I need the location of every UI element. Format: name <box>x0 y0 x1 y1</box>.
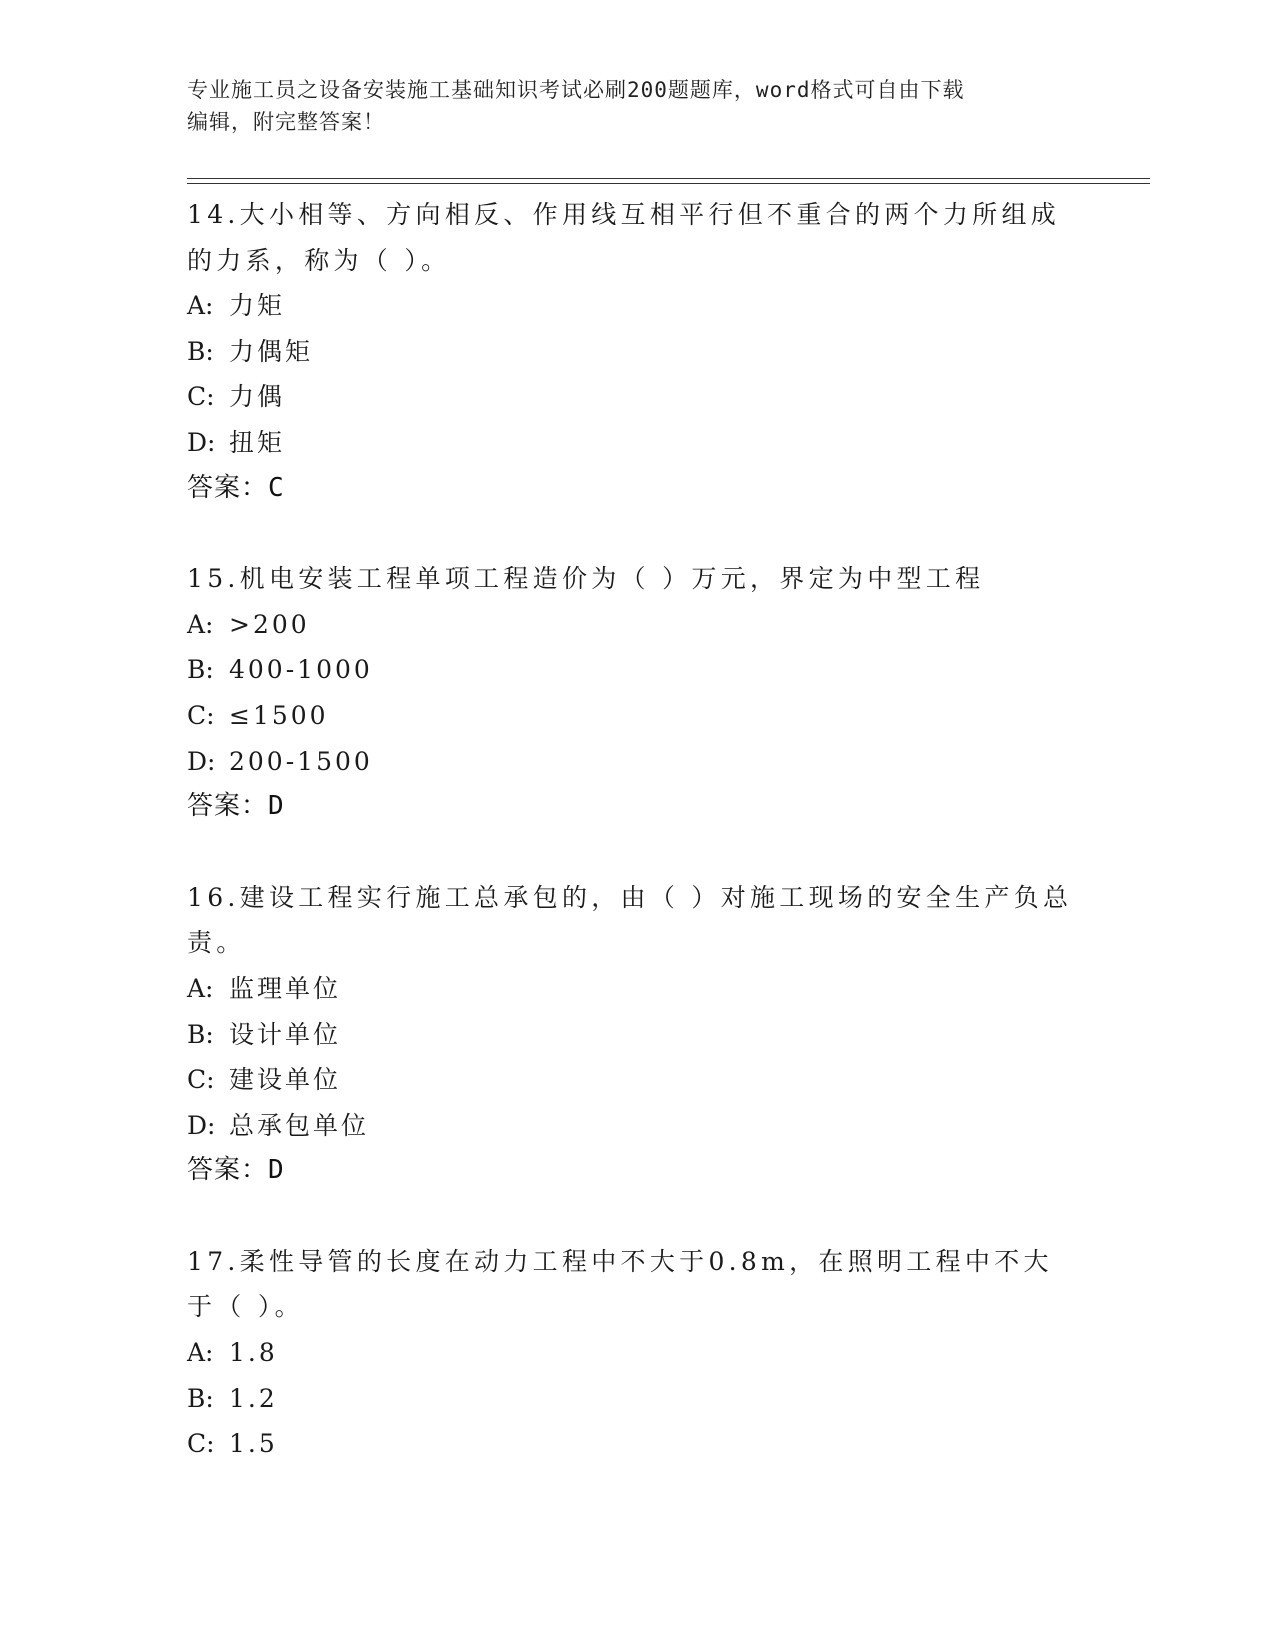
option-b <box>187 1376 1087 1422</box>
option-letter: D: <box>187 1110 216 1140</box>
option-letter: A: <box>187 973 214 1003</box>
option-c <box>187 374 1087 420</box>
option-letter: B: <box>187 1019 214 1049</box>
option-text: >200 <box>229 609 310 639</box>
question-spacer <box>187 830 1087 875</box>
option-d <box>187 739 1087 785</box>
option-letter: A: <box>187 1338 214 1368</box>
option-letter: C: <box>187 382 215 412</box>
document-header <box>187 74 1087 138</box>
option-letter: C: <box>187 700 215 730</box>
question-list <box>187 192 1087 1467</box>
option-a <box>187 283 1087 329</box>
option-text: ≤1500 <box>229 700 329 730</box>
option-text: 1.8 <box>229 1338 278 1368</box>
option-b <box>187 1012 1087 1058</box>
option-letter: A: <box>187 609 214 639</box>
answer-line: 答案：D <box>187 1155 285 1186</box>
answer-line: 答案：C <box>187 472 285 503</box>
question-16 <box>187 875 1087 1194</box>
option-letter: D: <box>187 746 216 776</box>
option-a <box>187 966 1087 1012</box>
option-d <box>187 420 1087 466</box>
option-a <box>187 602 1087 648</box>
question-text: 16.建设工程实行施工总承包的，由（ ）对施工现场的安全生产负总责。 <box>187 882 1073 958</box>
option-letter: C: <box>187 1429 215 1459</box>
option-text: 监理单位 <box>229 973 342 1003</box>
answer-line: 答案：D <box>187 791 285 822</box>
option-letter: B: <box>187 655 214 685</box>
option-text: 1.2 <box>229 1383 278 1413</box>
question-15 <box>187 556 1087 830</box>
option-letter: B: <box>187 336 214 366</box>
option-text: 200-1500 <box>229 746 373 776</box>
option-letter: B: <box>187 1383 214 1413</box>
option-text: 力偶矩 <box>229 336 314 366</box>
option-text: 力偶 <box>229 382 286 412</box>
question-text: 17.柔性导管的长度在动力工程中不大于0.8m，在照明工程中不大于（ ）。 <box>187 1246 1053 1322</box>
option-text: 400-1000 <box>229 655 373 685</box>
header-title-line-2: 编辑，附完整答案！ <box>187 110 385 134</box>
option-c <box>187 1421 1087 1467</box>
option-text: 1.5 <box>229 1429 278 1459</box>
option-text: 建设单位 <box>229 1065 342 1095</box>
option-b <box>187 647 1087 693</box>
option-text: 总承包单位 <box>229 1110 370 1140</box>
option-a <box>187 1330 1087 1376</box>
option-letter: C: <box>187 1065 215 1095</box>
question-spacer <box>187 1194 1087 1239</box>
question-17 <box>187 1239 1087 1467</box>
header-divider-bottom <box>187 183 1150 184</box>
question-text: 15.机电安装工程单项工程造价为（ ）万元，界定为中型工程 <box>187 564 985 594</box>
question-text: 14.大小相等、方向相反、作用线互相平行但不重合的两个力所组成的力系，称为（ ）。 <box>187 200 1061 275</box>
option-letter: D: <box>187 427 216 457</box>
option-d <box>187 1103 1087 1149</box>
header-title-line-1: 专业施工员之设备安装施工基础知识考试必刷200题题库，word格式可自由下载 <box>187 78 965 102</box>
option-text: 设计单位 <box>229 1019 342 1049</box>
header-divider-top <box>187 178 1150 179</box>
question-14 <box>187 192 1087 511</box>
option-letter: A: <box>187 291 214 321</box>
question-spacer <box>187 511 1087 556</box>
option-c <box>187 693 1087 739</box>
option-text: 扭矩 <box>229 427 286 457</box>
option-b <box>187 329 1087 375</box>
option-c <box>187 1057 1087 1103</box>
option-text: 力矩 <box>229 291 286 321</box>
